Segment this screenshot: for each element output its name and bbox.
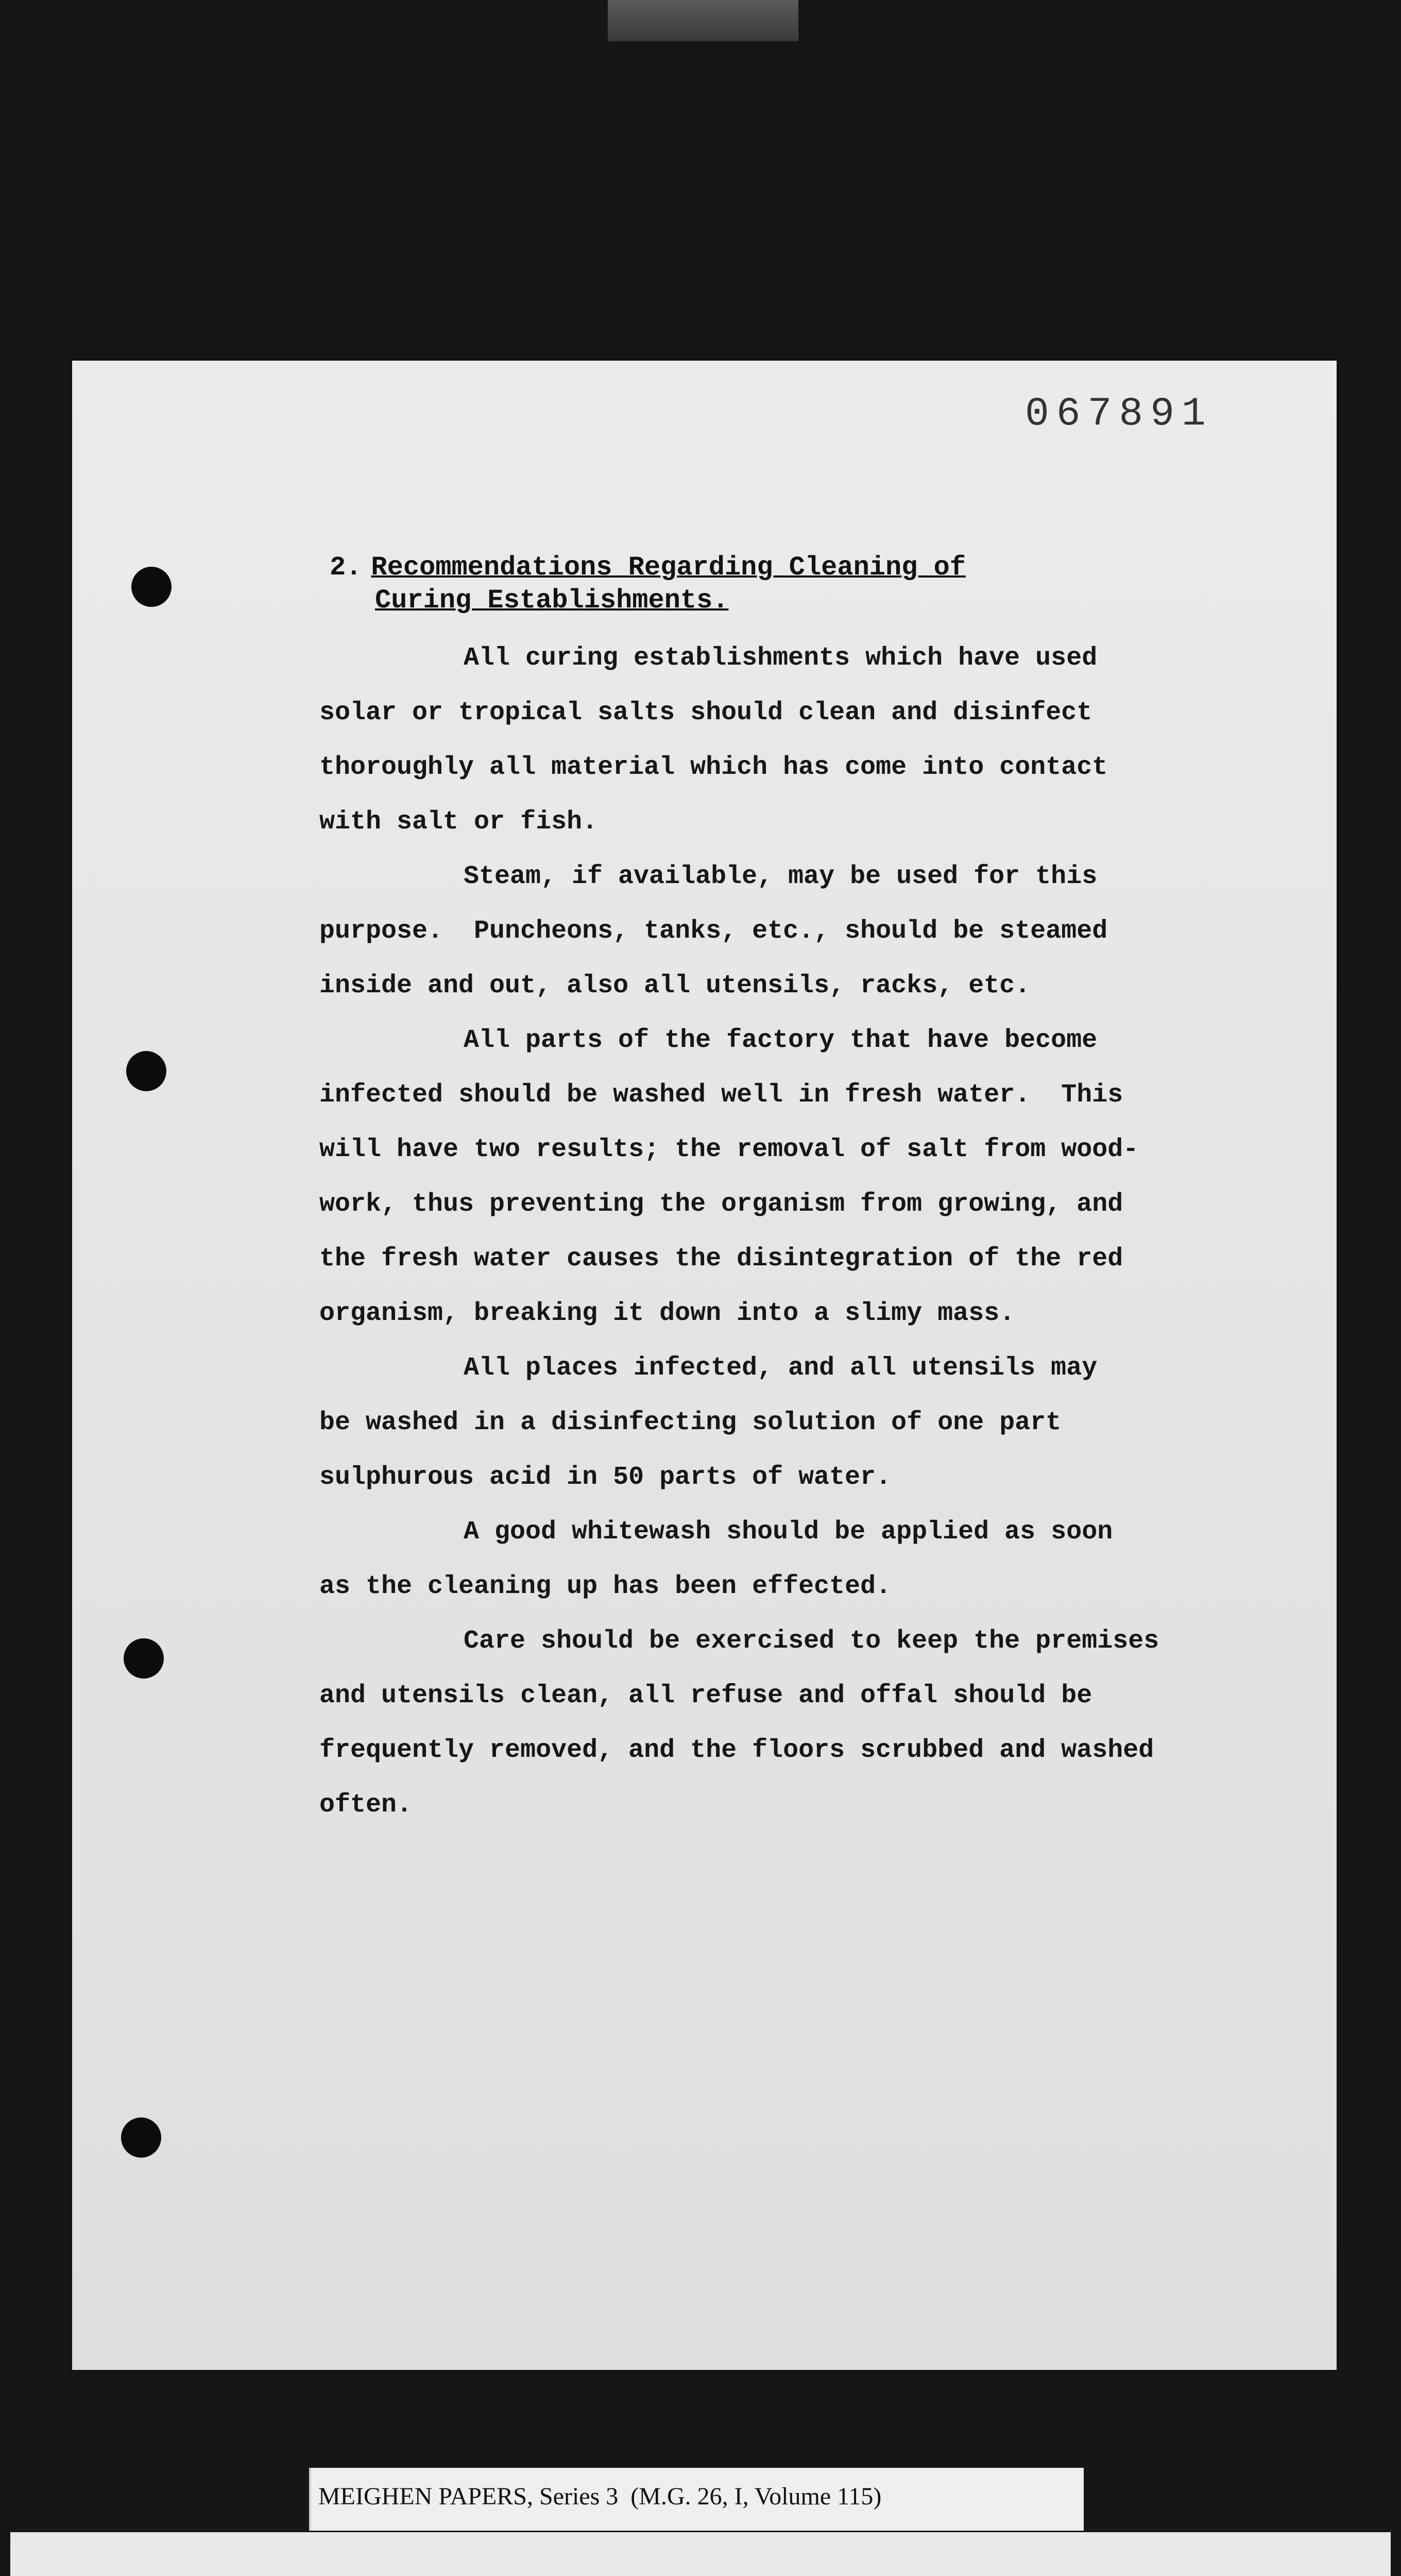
text-line-content: thoroughly all material which has come into contact bbox=[319, 753, 1108, 782]
text-line bbox=[319, 959, 1169, 1013]
text-line-content: purpose. Puncheons, tanks, etc., should be steamed bbox=[319, 917, 1108, 946]
film-top-tab bbox=[608, 0, 798, 41]
text-line bbox=[319, 1123, 1169, 1177]
text-line-content: solar or tropical salts should clean and disinfect bbox=[319, 698, 1092, 727]
heading-number: 2. bbox=[330, 552, 362, 583]
body-text bbox=[319, 631, 1169, 1833]
text-line-content: A good whitewash should be applied as soon bbox=[464, 1517, 1113, 1547]
text-line-content: often. bbox=[319, 1790, 413, 1820]
text-line bbox=[319, 1560, 1169, 1614]
text-line-content: work, thus preventing the organism from growing, and bbox=[319, 1190, 1123, 1219]
text-line bbox=[319, 1614, 1169, 1669]
text-line bbox=[319, 1669, 1169, 1723]
text-line-content: All parts of the factory that have become bbox=[464, 1026, 1098, 1055]
punch-hole bbox=[121, 2117, 161, 2158]
text-line-content: will have two results; the removal of salt from wood- bbox=[319, 1135, 1139, 1164]
text-line bbox=[319, 631, 1169, 686]
text-line bbox=[319, 1068, 1169, 1123]
text-line bbox=[319, 1013, 1169, 1068]
text-line bbox=[319, 1286, 1169, 1341]
archives-stamp bbox=[10, 2532, 1391, 2576]
text-line-content: and utensils clean, all refuse and offal should be bbox=[319, 1681, 1092, 1710]
text-line bbox=[319, 1396, 1169, 1450]
volume-label-text: MEIGHEN PAPERS, Series 3 (M.G. 26, I, Volume 115) bbox=[318, 2483, 882, 2510]
text-line-content: All curing establishments which have used bbox=[464, 643, 1098, 673]
text-line-content: infected should be washed well in fresh water. This bbox=[319, 1080, 1123, 1110]
text-line-content: the fresh water causes the disintegration of the red bbox=[319, 1244, 1123, 1274]
punch-hole bbox=[131, 567, 172, 607]
heading-line-1: Recommendations Regarding Cleaning of bbox=[371, 552, 966, 583]
text-line-content: be washed in a disinfecting solution of one part bbox=[319, 1408, 1062, 1437]
punch-hole bbox=[126, 1051, 166, 1091]
text-line bbox=[319, 1232, 1169, 1286]
text-line bbox=[319, 686, 1169, 740]
text-line bbox=[319, 1177, 1169, 1232]
punch-hole bbox=[124, 1638, 164, 1679]
text-line-content: Steam, if available, may be used for this bbox=[464, 862, 1098, 891]
text-line-content: sulphurous acid in 50 parts of water. bbox=[319, 1463, 892, 1492]
text-line bbox=[319, 850, 1169, 904]
text-line-content: frequently removed, and the floors scrubbed and washed bbox=[319, 1736, 1154, 1765]
text-line bbox=[319, 1778, 1169, 1833]
text-line-content: Care should be exercised to keep the premises bbox=[464, 1626, 1159, 1656]
volume-label bbox=[309, 2468, 1084, 2531]
text-line bbox=[319, 795, 1169, 850]
text-line-content: with salt or fish. bbox=[319, 807, 598, 837]
section-heading bbox=[330, 551, 966, 617]
text-line bbox=[319, 1723, 1169, 1778]
text-line bbox=[319, 1505, 1169, 1560]
text-line-content: All places infected, and all utensils may bbox=[464, 1353, 1098, 1383]
text-line bbox=[319, 1341, 1169, 1396]
text-line bbox=[319, 740, 1169, 795]
text-line-content: as the cleaning up has been effected. bbox=[319, 1572, 892, 1601]
document-number: 067891 bbox=[1025, 392, 1213, 437]
text-line bbox=[319, 904, 1169, 959]
text-line-content: organism, breaking it down into a slimy mass. bbox=[319, 1299, 1015, 1328]
text-line bbox=[319, 1450, 1169, 1505]
heading-line-2: Curing Establishments. bbox=[375, 585, 729, 616]
text-line-content: inside and out, also all utensils, racks, etc. bbox=[319, 971, 1031, 1001]
